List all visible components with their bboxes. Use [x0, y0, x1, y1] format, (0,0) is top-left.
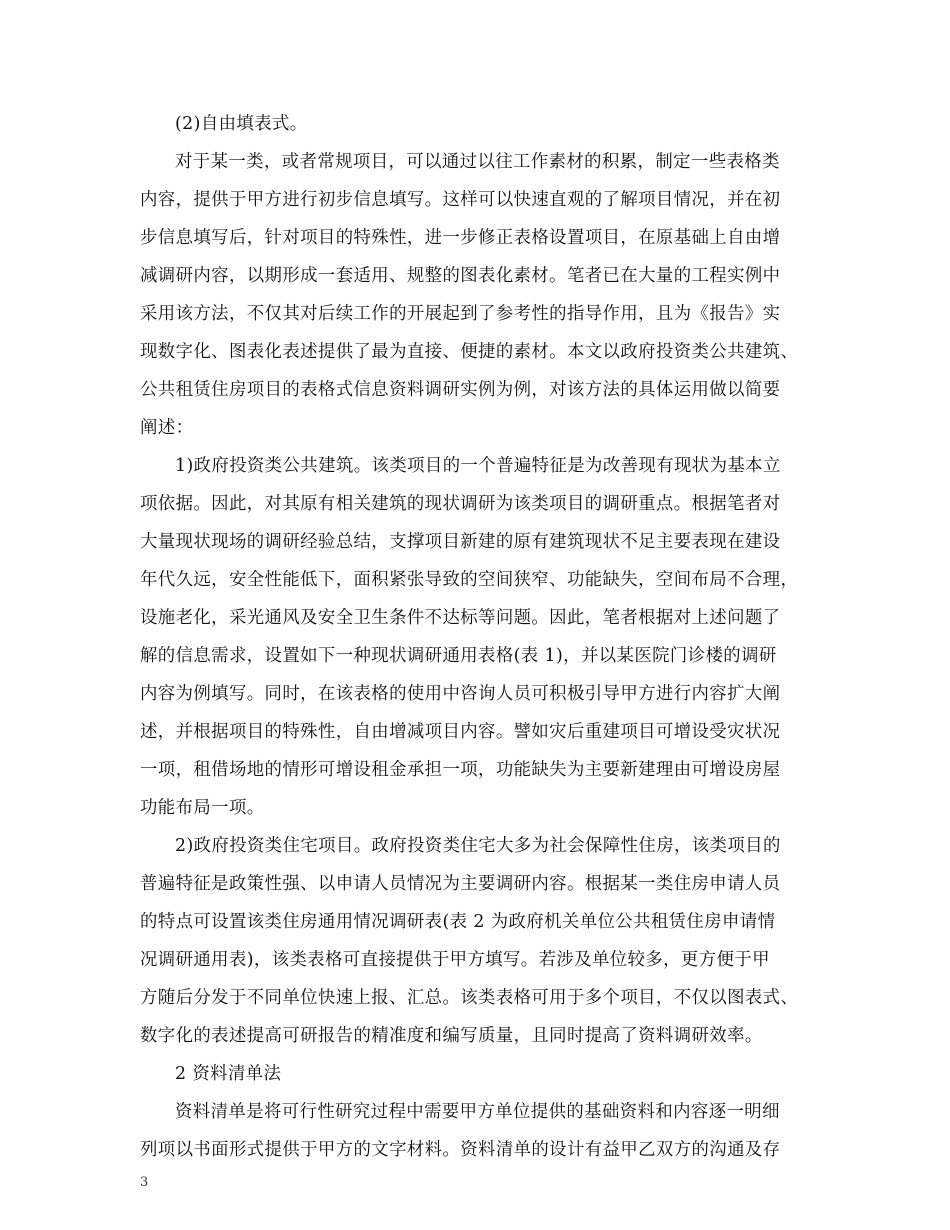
section-heading: 2 资料清单法	[175, 1064, 282, 1084]
text-line: 现数字化、图表化表述提供了最为直接、便捷的素材。本文以政府投资类公共建筑、	[140, 342, 799, 362]
text-line: 采用该方法，不仅其对后续工作的开展起到了参考性的指导作用，且为《报告》实	[140, 304, 781, 324]
text-line: 况调研通用表)，该类表格可直接提供于甲方填写。若涉及单位较多，更方便于甲	[140, 950, 770, 970]
text-line: (2)自由填表式。	[175, 114, 308, 134]
text-line: 项依据。因此，对其原有相关建筑的现状调研为该类项目的调研重点。根据笔者对	[140, 494, 781, 514]
text-line: 述，并根据项目的特殊性，自由增减项目内容。譬如灾后重建项目可增设受灾状况	[140, 722, 781, 742]
text-line: 数字化的表述提高可研报告的精准度和编写质量，且同时提高了资料调研效率。	[140, 1026, 763, 1046]
text-line: 内容，提供于甲方进行初步信息填写。这样可以快速直观的了解项目情况，并在初	[140, 190, 781, 210]
text-line: 设施老化，采光通风及安全卫生条件不达标等问题。因此，笔者根据对上述问题了	[140, 608, 781, 628]
text-line: 对于某一类，或者常规项目，可以通过以往工作素材的积累，制定一些表格类	[175, 152, 780, 172]
text-line: 方随后分发于不同单位快速上报、汇总。该类表格可用于多个项目，不仅以图表式、	[140, 988, 799, 1008]
text-line: 大量现状现场的调研经验总结，支撑项目新建的原有建筑现状不足主要表现在建设	[140, 532, 781, 552]
text-line: 一项，租借场地的情形可增设租金承担一项，功能缺失为主要新建理由可增设房屋	[140, 760, 781, 780]
text-line: 列项以书面形式提供于甲方的文字材料。资料清单的设计有益甲乙双方的沟通及存	[140, 1140, 781, 1160]
text-line: 年代久远，安全性能低下，面积紧张导致的空间狭窄、功能缺失，空间布局不合理，	[140, 570, 799, 590]
text-line: 减调研内容，以期形成一套适用、规整的图表化素材。笔者已在大量的工程实例中	[140, 266, 781, 286]
text-line: 功能布局一项。	[140, 798, 265, 818]
text-line: 2)政府投资类住宅项目。政府投资类住宅大多为社会保障性住房，该类项目的	[175, 836, 781, 856]
text-line: 的特点可设置该类住房通用情况调研表(表 2 为政府机关单位公共租赁住房申请情	[140, 912, 776, 932]
text-line: 阐述：	[140, 418, 194, 438]
text-line: 公共租赁住房项目的表格式信息资料调研实例为例，对该方法的具体运用做以简要	[140, 380, 781, 400]
text-line: 步信息填写后，针对项目的特殊性，进一步修正表格设置项目，在原基础上自由增	[140, 228, 781, 248]
text-line: 资料清单是将可行性研究过程中需要甲方单位提供的基础资料和内容逐一明细	[175, 1102, 780, 1122]
text-line: 内容为例填写。同时，在该表格的使用中咨询人员可积极引导甲方进行内容扩大阐	[140, 684, 781, 704]
text-line: 普遍特征是政策性强、以申请人员情况为主要调研内容。根据某一类住房申请人员	[140, 874, 781, 894]
text-line: 解的信息需求，设置如下一种现状调研通用表格(表 1)，并以某医院门诊楼的调研	[140, 646, 777, 666]
page-number: 3	[140, 1175, 149, 1190]
text-line: 1)政府投资类公共建筑。该类项目的一个普遍特征是为改善现有现状为基本立	[175, 456, 781, 476]
